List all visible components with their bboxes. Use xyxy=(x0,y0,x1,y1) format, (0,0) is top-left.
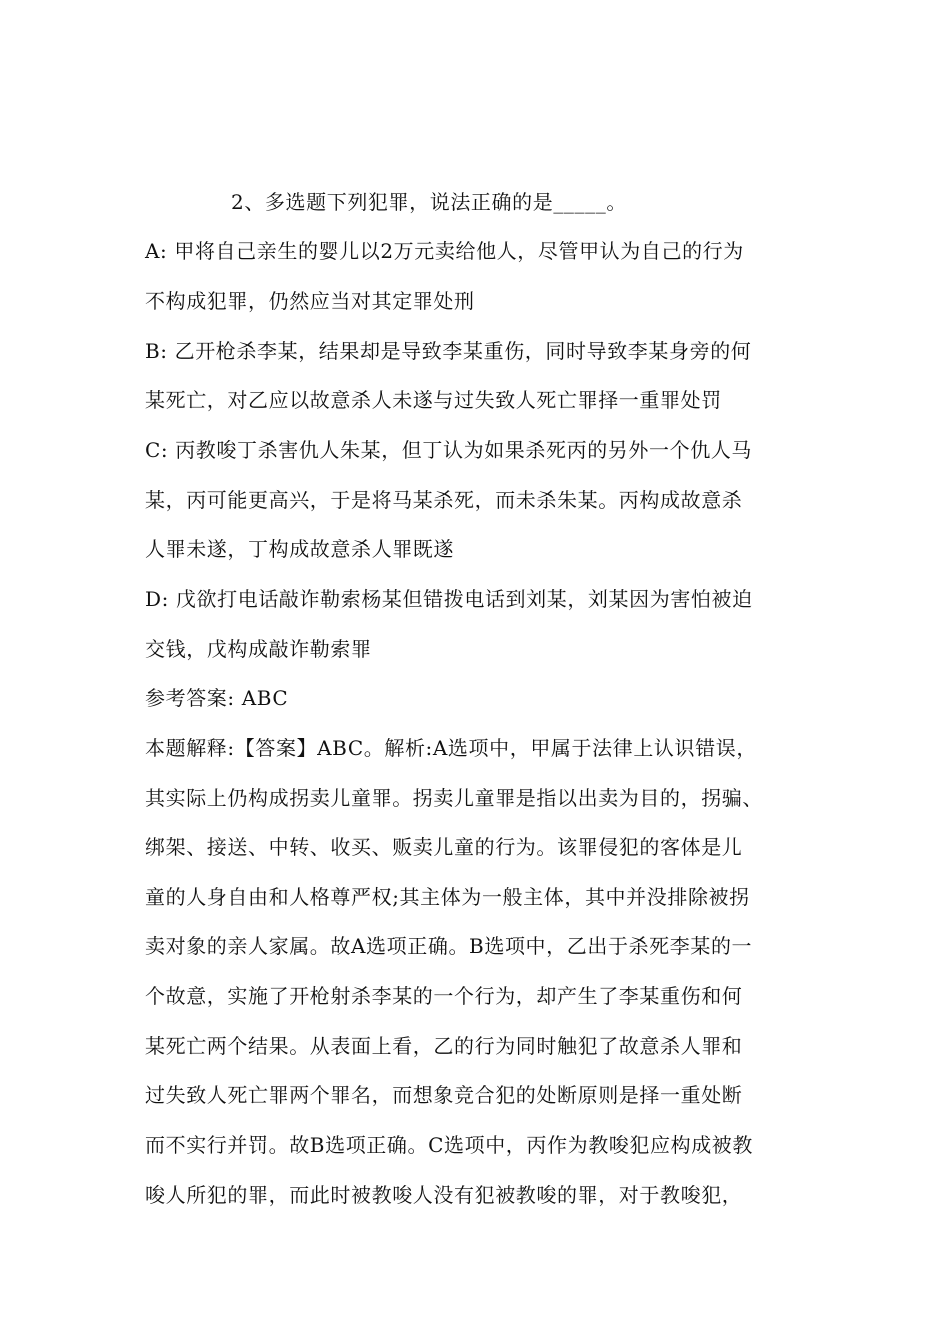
explanation-line: 其实际上仍构成拐卖儿童罪。拐卖儿童罪是指以出卖为目的，拐骗、 xyxy=(145,786,763,810)
option-b-line-2: 某死亡，对乙应以故意杀人未遂与过失致人死亡罪择一重罪处罚 xyxy=(145,388,722,412)
explanation-line: 本题解释:【答案】ABC。解析:A选项中，甲属于法律上认识错误， xyxy=(145,736,757,760)
option-c-line-2: 某，丙可能更高兴，于是将马某杀死，而未杀朱某。丙构成故意杀 xyxy=(145,488,743,512)
explanation-line: 个故意，实施了开枪射杀李某的一个行为，却产生了李某重伤和何 xyxy=(145,984,743,1008)
option-c-line-3: 人罪未遂，丁构成故意杀人罪既遂 xyxy=(145,537,454,561)
option-d-line-2: 交钱，戊构成敲诈勒索罪 xyxy=(145,637,372,661)
option-a-line-2: 不构成犯罪，仍然应当对其定罪处刑 xyxy=(145,289,475,313)
option-d-line-1: D: 戊欲打电话敲诈勒索杨某但错拨电话到刘某，刘某因为害怕被迫 xyxy=(145,587,753,611)
reference-answer: 参考答案: ABC xyxy=(145,686,289,710)
explanation-line: 卖对象的亲人家属。故A选项正确。B选项中，乙出于杀死李某的一 xyxy=(145,934,753,958)
option-a-line-1: A: 甲将自己亲生的婴儿以2万元卖给他人，尽管甲认为自己的行为 xyxy=(145,239,744,263)
question-title: 2、多选题下列犯罪，说法正确的是_____。 xyxy=(231,190,627,214)
explanation-line: 某死亡两个结果。从表面上看，乙的行为同时触犯了故意杀人罪和 xyxy=(145,1034,743,1058)
explanation-line: 过失致人死亡罪两个罪名，而想象竞合犯的处断原则是择一重处断 xyxy=(145,1083,743,1107)
option-b-line-1: B: 乙开枪杀李某，结果却是导致李某重伤，同时导致李某身旁的何 xyxy=(145,339,752,363)
option-c-line-1: C: 丙教唆丁杀害仇人朱某，但丁认为如果杀死丙的另外一个仇人马 xyxy=(145,438,752,462)
explanation-line: 而不实行并罚。故B选项正确。C选项中，丙作为教唆犯应构成被教 xyxy=(145,1133,753,1157)
explanation-line: 童的人身自由和人格尊严权;其主体为一般主体，其中并没排除被拐 xyxy=(145,885,750,909)
explanation-line: 绑架、接送、中转、收买、贩卖儿童的行为。该罪侵犯的客体是儿 xyxy=(145,835,743,859)
explanation-line: 唆人所犯的罪，而此时被教唆人没有犯被教唆的罪，对于教唆犯， xyxy=(145,1183,743,1207)
